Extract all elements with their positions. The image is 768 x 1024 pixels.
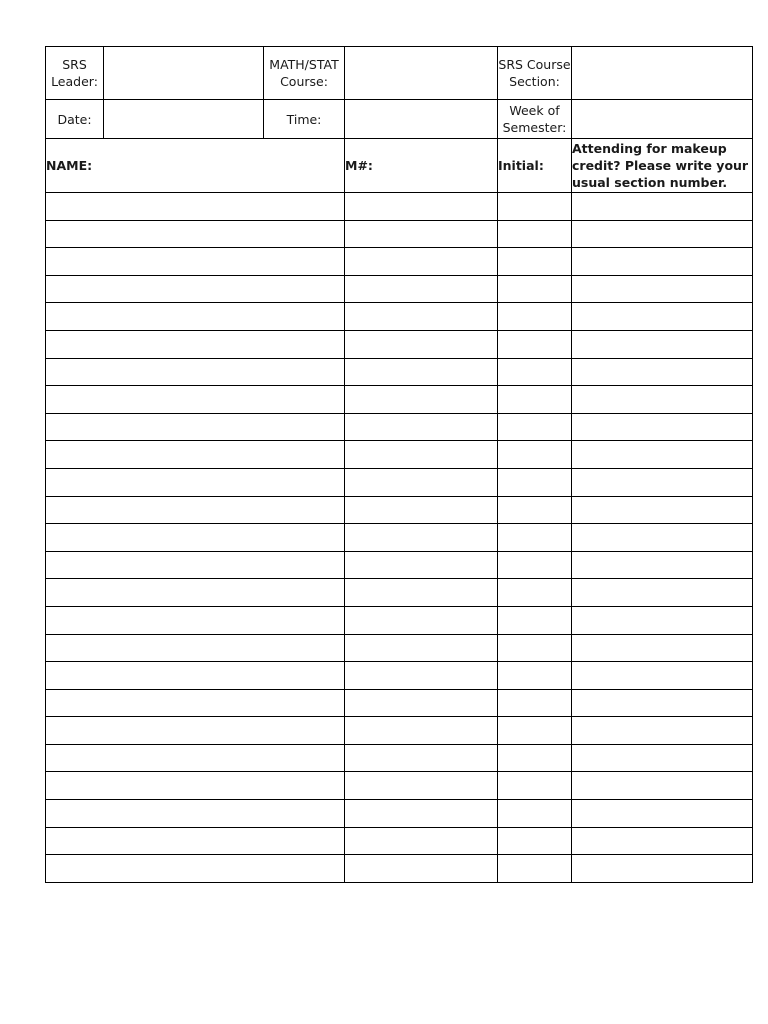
makeup-section-cell[interactable] [572,551,753,579]
attendance-row [46,800,753,828]
attendance-row [46,744,753,772]
initial-cell[interactable] [498,303,572,331]
m-number-cell[interactable] [345,717,498,745]
attendance-row [46,579,753,607]
makeup-section-cell[interactable] [572,248,753,276]
week-of-semester-label: Week of Semester: [498,100,572,139]
initial-cell[interactable] [498,606,572,634]
initial-cell[interactable] [498,827,572,855]
date-label: Date: [46,100,104,139]
initial-cell[interactable] [498,496,572,524]
week-of-semester-field[interactable] [572,100,753,139]
m-number-cell[interactable] [345,275,498,303]
m-number-cell[interactable] [345,634,498,662]
attendance-row [46,496,753,524]
makeup-section-cell[interactable] [572,303,753,331]
makeup-section-cell[interactable] [572,468,753,496]
initial-cell[interactable] [498,634,572,662]
makeup-section-cell[interactable] [572,772,753,800]
math-stat-course-label: MATH/STAT Course: [264,47,345,100]
m-number-cell[interactable] [345,358,498,386]
m-number-cell[interactable] [345,303,498,331]
name-cell[interactable] [46,275,345,303]
sign-in-sheet [45,46,752,881]
makeup-section-cell[interactable] [572,193,753,221]
makeup-section-cell[interactable] [572,606,753,634]
name-cell[interactable] [46,606,345,634]
attendance-row [46,551,753,579]
attendance-row [46,193,753,221]
name-cell[interactable] [46,551,345,579]
m-number-cell[interactable] [345,413,498,441]
srs-leader-label: SRS Leader: [46,47,104,100]
name-cell[interactable] [46,220,345,248]
initial-cell[interactable] [498,275,572,303]
name-cell[interactable] [46,772,345,800]
name-cell[interactable] [46,662,345,690]
initial-cell[interactable] [498,855,572,883]
attendance-row [46,275,753,303]
makeup-section-cell[interactable] [572,220,753,248]
column-header-row [46,139,753,193]
attendance-row [46,524,753,552]
attendance-row [46,662,753,690]
makeup-section-cell[interactable] [572,496,753,524]
attendance-row [46,689,753,717]
m-number-cell[interactable] [345,496,498,524]
m-number-cell[interactable] [345,551,498,579]
m-number-cell[interactable] [345,330,498,358]
name-cell[interactable] [46,386,345,414]
m-number-cell[interactable] [345,855,498,883]
makeup-section-cell[interactable] [572,717,753,745]
initial-cell[interactable] [498,744,572,772]
makeup-section-cell[interactable] [572,689,753,717]
header-row-date-time [46,100,753,139]
initial-cell[interactable] [498,413,572,441]
m-number-cell[interactable] [345,744,498,772]
name-cell[interactable] [46,717,345,745]
initial-cell[interactable] [498,717,572,745]
attendance-row [46,303,753,331]
name-column-header: NAME: [46,139,345,193]
name-cell[interactable] [46,248,345,276]
name-cell[interactable] [46,358,345,386]
name-cell[interactable] [46,193,345,221]
name-cell[interactable] [46,744,345,772]
attendance-row [46,386,753,414]
m-number-cell[interactable] [345,689,498,717]
makeup-section-cell[interactable] [572,330,753,358]
attendance-row [46,772,753,800]
initial-column-header: Initial: [498,139,572,193]
name-cell[interactable] [46,413,345,441]
makeup-section-cell[interactable] [572,275,753,303]
math-stat-course-field[interactable] [345,47,498,100]
m-number-cell[interactable] [345,827,498,855]
attendance-row [46,634,753,662]
m-number-cell[interactable] [345,193,498,221]
srs-course-section-field[interactable] [572,47,753,100]
attendance-row [46,220,753,248]
initial-cell[interactable] [498,468,572,496]
initial-cell[interactable] [498,772,572,800]
name-cell[interactable] [46,689,345,717]
time-field[interactable] [345,100,498,139]
m-number-column-header: M#: [345,139,498,193]
makeup-section-cell[interactable] [572,827,753,855]
attendance-row [46,330,753,358]
makeup-section-cell[interactable] [572,386,753,414]
attendance-row [46,606,753,634]
initial-cell[interactable] [498,386,572,414]
makeup-section-cell[interactable] [572,855,753,883]
m-number-cell[interactable] [345,606,498,634]
attendance-row [46,358,753,386]
initial-cell[interactable] [498,662,572,690]
date-field[interactable] [104,100,264,139]
attendance-row [46,413,753,441]
makeup-section-cell[interactable] [572,800,753,828]
initial-cell[interactable] [498,551,572,579]
srs-leader-field[interactable] [104,47,264,100]
initial-cell[interactable] [498,220,572,248]
makeup-section-cell[interactable] [572,744,753,772]
name-cell[interactable] [46,441,345,469]
makeup-section-cell[interactable] [572,358,753,386]
name-cell[interactable] [46,496,345,524]
m-number-cell[interactable] [345,772,498,800]
makeup-section-cell[interactable] [572,441,753,469]
name-cell[interactable] [46,303,345,331]
initial-cell[interactable] [498,579,572,607]
m-number-cell[interactable] [345,579,498,607]
attendance-row [46,248,753,276]
attendance-row [46,468,753,496]
attendance-row [46,717,753,745]
name-cell[interactable] [46,579,345,607]
m-number-cell[interactable] [345,441,498,469]
srs-course-section-label: SRS Course Section: [498,47,572,100]
name-cell[interactable] [46,827,345,855]
makeup-section-cell[interactable] [572,524,753,552]
makeup-section-cell[interactable] [572,413,753,441]
name-cell[interactable] [46,855,345,883]
m-number-cell[interactable] [345,248,498,276]
m-number-cell[interactable] [345,386,498,414]
name-cell[interactable] [46,524,345,552]
header-row-course-info [46,47,753,100]
m-number-cell[interactable] [345,662,498,690]
initial-cell[interactable] [498,524,572,552]
time-label: Time: [264,100,345,139]
m-number-cell[interactable] [345,800,498,828]
attendance-table [45,46,753,883]
attendance-row [46,827,753,855]
m-number-cell[interactable] [345,220,498,248]
makeup-section-cell[interactable] [572,579,753,607]
initial-cell[interactable] [498,689,572,717]
initial-cell[interactable] [498,800,572,828]
initial-cell[interactable] [498,441,572,469]
initial-cell[interactable] [498,193,572,221]
initial-cell[interactable] [498,358,572,386]
initial-cell[interactable] [498,330,572,358]
makeup-column-header: Attending for makeup credit? Please write your usual section number. [572,139,753,193]
makeup-section-cell[interactable] [572,662,753,690]
attendance-row [46,441,753,469]
name-cell[interactable] [46,330,345,358]
m-number-cell[interactable] [345,524,498,552]
name-cell[interactable] [46,468,345,496]
makeup-section-cell[interactable] [572,634,753,662]
initial-cell[interactable] [498,248,572,276]
attendance-row [46,855,753,883]
name-cell[interactable] [46,800,345,828]
m-number-cell[interactable] [345,468,498,496]
name-cell[interactable] [46,634,345,662]
